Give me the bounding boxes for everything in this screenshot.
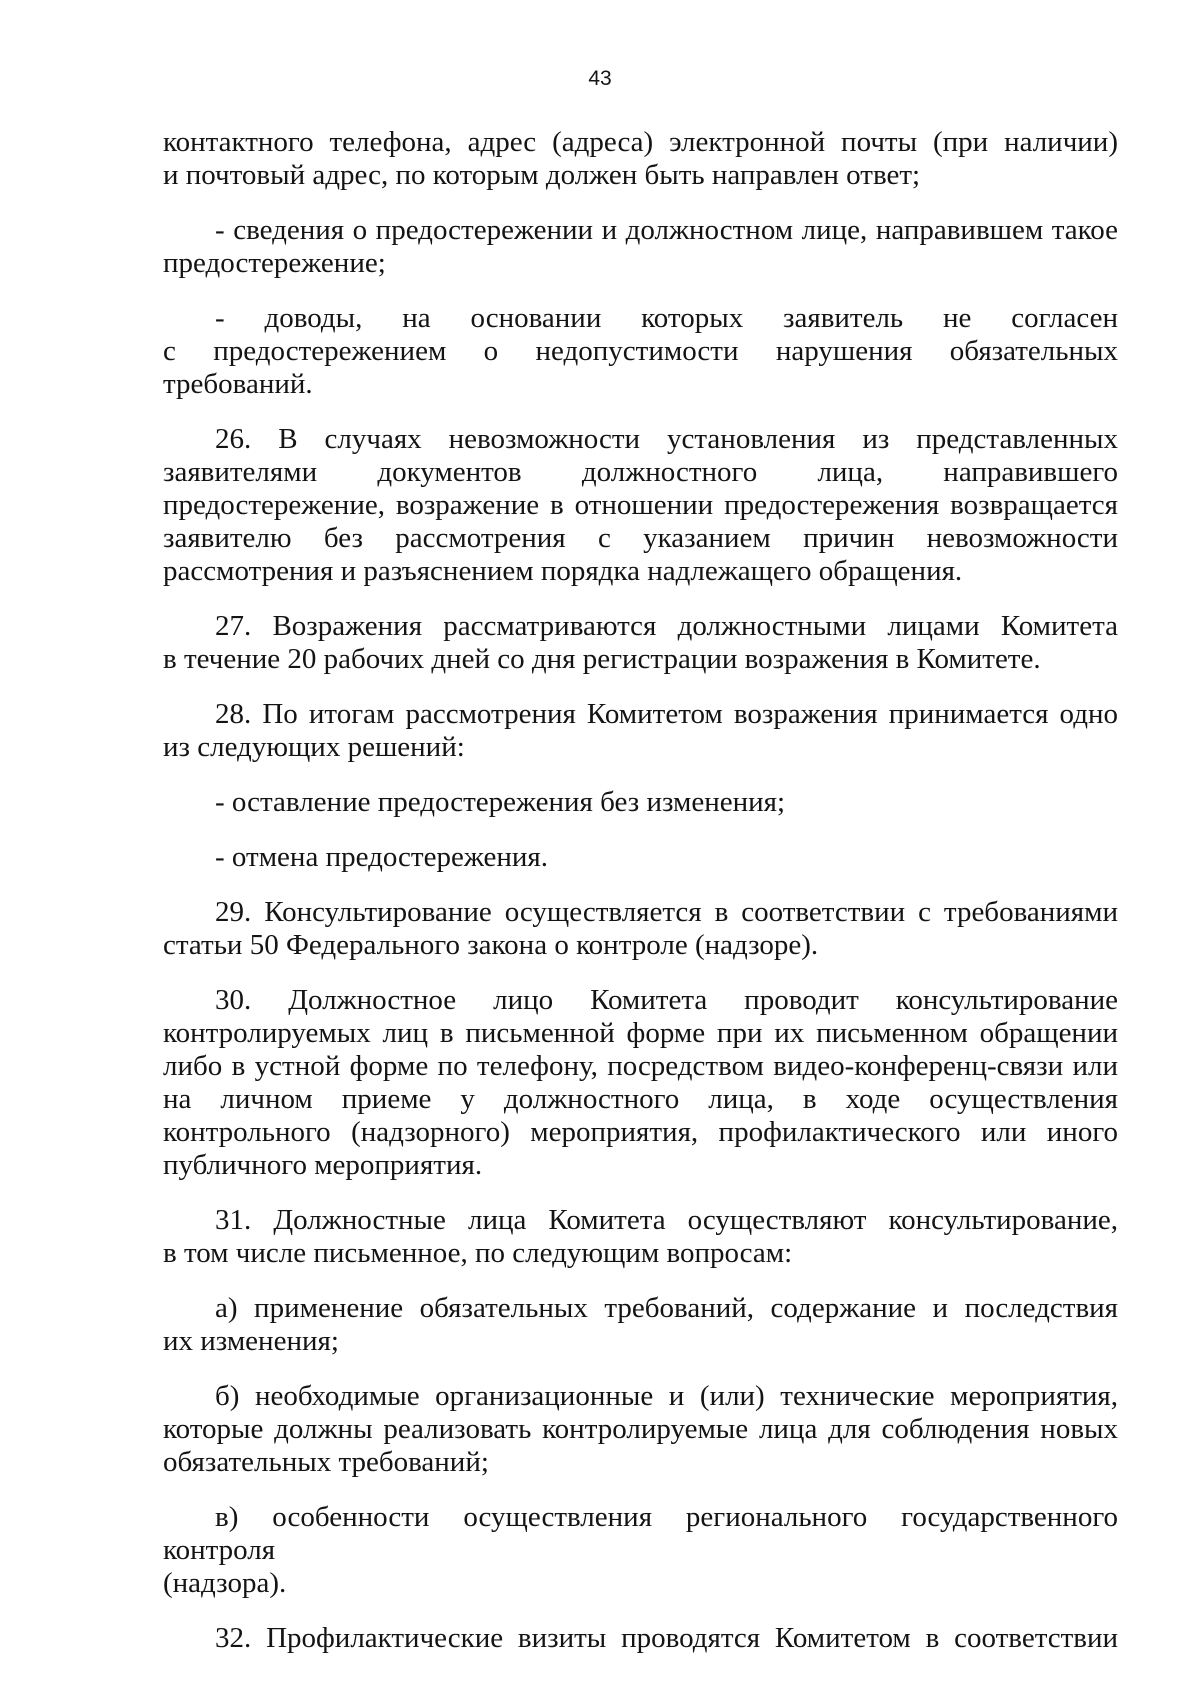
paragraph-continuation: которые должны реализовать контролируемые лица для соблюдения новых обязательных требований;	[163, 1413, 1118, 1478]
paragraph-30	[163, 984, 1118, 1182]
document-body	[163, 126, 1118, 1677]
paragraph-first-line: 28. По итогам рассмотрения Комитетом возражения принимается одно	[215, 698, 1118, 730]
paragraph-first-line: контактного телефона, адрес (адреса) электронной почты (при наличии)	[163, 126, 1118, 158]
paragraph-continuation: заявителями документов должностного лица, направившего предостережение, возражение в отношении предостережения возвращается заявителю без рассмотрения с указанием причин невозможности рассмотрения и разъяснением порядка надлежащего обращения.	[163, 456, 1118, 587]
paragraph-first-line: - доводы, на основании которых заявитель не согласен	[215, 302, 1118, 334]
paragraph-first-line: - отмена предостережения.	[215, 841, 548, 873]
paragraph-continuation: контролируемых лиц в письменной форме при их письменном обращении либо в устной форме по телефону, посредством видео-конференц-связи или на личном приеме у должностного лица, в ходе осуществления контрольного (надзорного) мероприятия, профилактического или иного публичного мероприятия.	[163, 1017, 1118, 1181]
paragraph-first-line: 27. Возражения рассматриваются должностными лицами Комитета	[215, 610, 1118, 642]
paragraph-27	[163, 610, 1118, 676]
paragraph-first-line: 26. В случаях невозможности установления из представленных	[215, 423, 1118, 455]
paragraph-continuation: с предостережением о недопустимости нарушения обязательных требований.	[163, 335, 1118, 400]
paragraph-first-line: а) применение обязательных требований, содержание и последствия	[215, 1292, 1118, 1324]
paragraph-first-line: - сведения о предостережении и должностном лице, направившем такое	[215, 214, 1118, 246]
paragraph-contact-phone	[163, 126, 1118, 192]
paragraph-29	[163, 896, 1118, 962]
list-item-a	[163, 1292, 1118, 1358]
paragraph-first-line: - оставление предостережения без изменения;	[215, 786, 786, 818]
paragraph-continuation: статьи 50 Федерального закона о контроле (надзоре).	[163, 929, 819, 961]
list-item-keep-warning	[163, 786, 1118, 819]
paragraph-first-line: б) необходимые организационные и (или) технические мероприятия,	[215, 1380, 1118, 1412]
paragraph-28	[163, 698, 1118, 764]
paragraph-first-line: в) особенности осуществления регионального государственного контроля	[163, 1501, 1118, 1566]
paragraph-continuation: из следующих решений:	[163, 731, 465, 763]
list-item-v	[163, 1501, 1118, 1600]
list-item-cancel-warning	[163, 841, 1118, 874]
paragraph-continuation: в том числе письменное, по следующим вопросам:	[163, 1237, 793, 1269]
paragraph-first-line: 30. Должностное лицо Комитета проводит консультирование	[215, 984, 1118, 1016]
paragraph-continuation: (надзора).	[163, 1567, 287, 1599]
paragraph-warning-info	[163, 214, 1118, 280]
paragraph-first-line: 31. Должностные лица Комитета осуществляют консультирование,	[215, 1204, 1118, 1236]
paragraph-continuation: их изменения;	[163, 1325, 339, 1357]
paragraph-26	[163, 423, 1118, 588]
paragraph-continuation: и почтовый адрес, по которым должен быть направлен ответ;	[163, 159, 921, 191]
paragraph-first-line: 32. Профилактические визиты проводятся Комитетом в соответствии	[215, 1622, 1118, 1654]
paragraph-continuation: в течение 20 рабочих дней со дня регистрации возражения в Комитете.	[163, 643, 1041, 675]
page-number: 43	[588, 67, 612, 90]
paragraph-first-line: 29. Консультирование осуществляется в соответствии с требованиями	[215, 896, 1118, 928]
list-item-b	[163, 1380, 1118, 1479]
paragraph-continuation: предостережение;	[163, 247, 386, 279]
paragraph-32	[163, 1622, 1118, 1655]
paragraph-arguments	[163, 302, 1118, 401]
paragraph-31	[163, 1204, 1118, 1270]
